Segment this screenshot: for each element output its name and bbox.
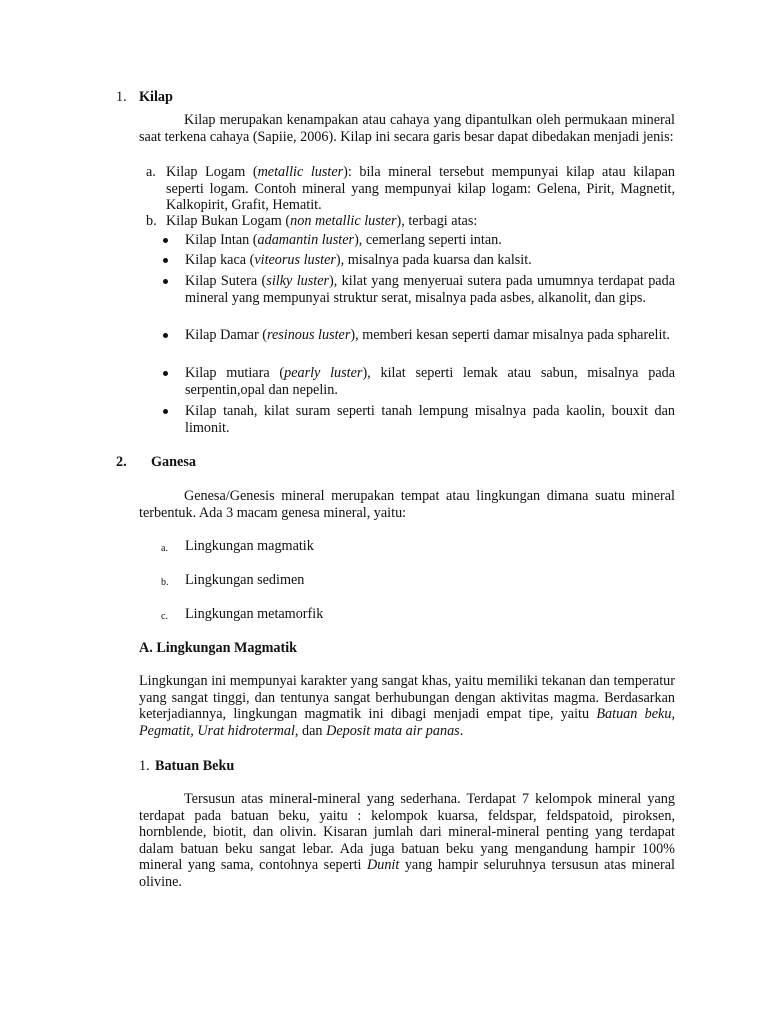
bullet-icon <box>163 258 168 263</box>
batuan-beku-title: Batuan Beku <box>155 758 235 774</box>
batuan-beku-paragraph: Tersusun atas mineral-mineral yang sederhana. Terdapat 7 kelompok mineral yang terdapat pada batuan beku, yaitu : kelompok kuarsa, feldspar, feldspatoid, piroksen, hornblende, biotit, dan olivin. Kisaran jumlah dari mineral-mineral penting yang terdapat dalam batuan beku sangat lebar. Ada juga batuan beku yang mengandung hampir 100% mineral yang sama, contohnya seperti Dunit yang hampir seluruhnya tersusun atas mineral olivine. <box>139 791 675 890</box>
genesa-item-sedimen: Lingkungan sedimen <box>185 572 305 588</box>
bullet-item-damar: Kilap Damar (resinous luster), memberi kesan seperti damar misalnya pada spharelit. <box>185 327 670 343</box>
genesa-item-metamorfik: Lingkungan metamorfik <box>185 606 324 622</box>
section-1-title: Kilap <box>139 89 173 105</box>
bullet-icon <box>163 279 168 284</box>
bullet-icon <box>163 371 168 376</box>
bullet-icon <box>163 238 168 243</box>
genesa-label-c: c. <box>161 611 168 622</box>
section-1-number: 1. <box>116 89 127 105</box>
section-2-title: Ganesa <box>151 454 196 470</box>
genesa-label-b: b. <box>161 577 169 588</box>
batuan-beku-number: 1. <box>139 758 150 774</box>
bullet-item-kaca: Kilap kaca (viteorus luster), misalnya pada kuarsa dan kalsit. <box>185 252 532 268</box>
bullet-icon <box>163 333 168 338</box>
bullet-item-sutera: Kilap Sutera (silky luster), kilat yang menyeruai sutera pada umumnya terdapat pada mineral yang mempunyai struktur serat, misalnya pada asbes, alkanolit, dan gips. <box>185 273 675 306</box>
section-a-title: A. Lingkungan Magmatik <box>139 640 298 656</box>
bullet-item-mutiara: Kilap mutiara (pearly luster), kilat seperti lemak atau sabun, misalnya pada serpentin,opal dan nepelin. <box>185 365 676 398</box>
bullet-item-tanah: Kilap tanah, kilat suram seperti tanah lempung misalnya pada kaolin, bouxit dan limonit. <box>185 403 675 436</box>
genesa-label-a: a. <box>161 543 168 554</box>
bullet-icon <box>163 409 168 414</box>
section-a-paragraph: Lingkungan ini mempunyai karakter yang sangat khas, yaitu memiliki tekanan dan temperatur yang sangat tinggi, dan tentunya sangat berhubungan dengan aktivitas magma. Berdasarkan keterjadiannya, lingkungan magmatik ini dibagi menjadi empat tipe, yaitu Batuan beku, Pegmatit, Urat hidrotermal, dan Deposit mata air panas. <box>139 673 675 739</box>
section-2-intro: Genesa/Genesis mineral merupakan tempat atau lingkungan dimana suatu mineral terbentuk. Ada 3 macam genesa mineral, yaitu: <box>139 488 675 521</box>
kilap-logam-item: Kilap Logam (metallic luster): bila mineral tersebut mempunyai kilap atau kilapan seperti logam. Contoh mineral yang mempunyai kilap logam: Gelena, Pirit, Magnetit, Kalkopirit, Grafit, Hematit. <box>166 164 676 213</box>
section-1-intro: Kilap merupakan kenampakan atau cahaya yang dipantulkan oleh permukaan mineral saat terkena cahaya (Sapiie, 2006). Kilap ini secara garis besar dapat dibedakan menjadi jenis: <box>139 112 675 145</box>
genesa-item-magmatik: Lingkungan magmatik <box>185 538 314 554</box>
kilap-bukan-logam-item: Kilap Bukan Logam (non metallic luster), terbagi atas: <box>166 213 478 229</box>
section-2-number: 2. <box>116 454 127 470</box>
bullet-item-intan: Kilap Intan (adamantin luster), cemerlang seperti intan. <box>185 232 502 248</box>
list-label-a: a. <box>146 164 156 180</box>
list-label-b: b. <box>146 213 157 229</box>
